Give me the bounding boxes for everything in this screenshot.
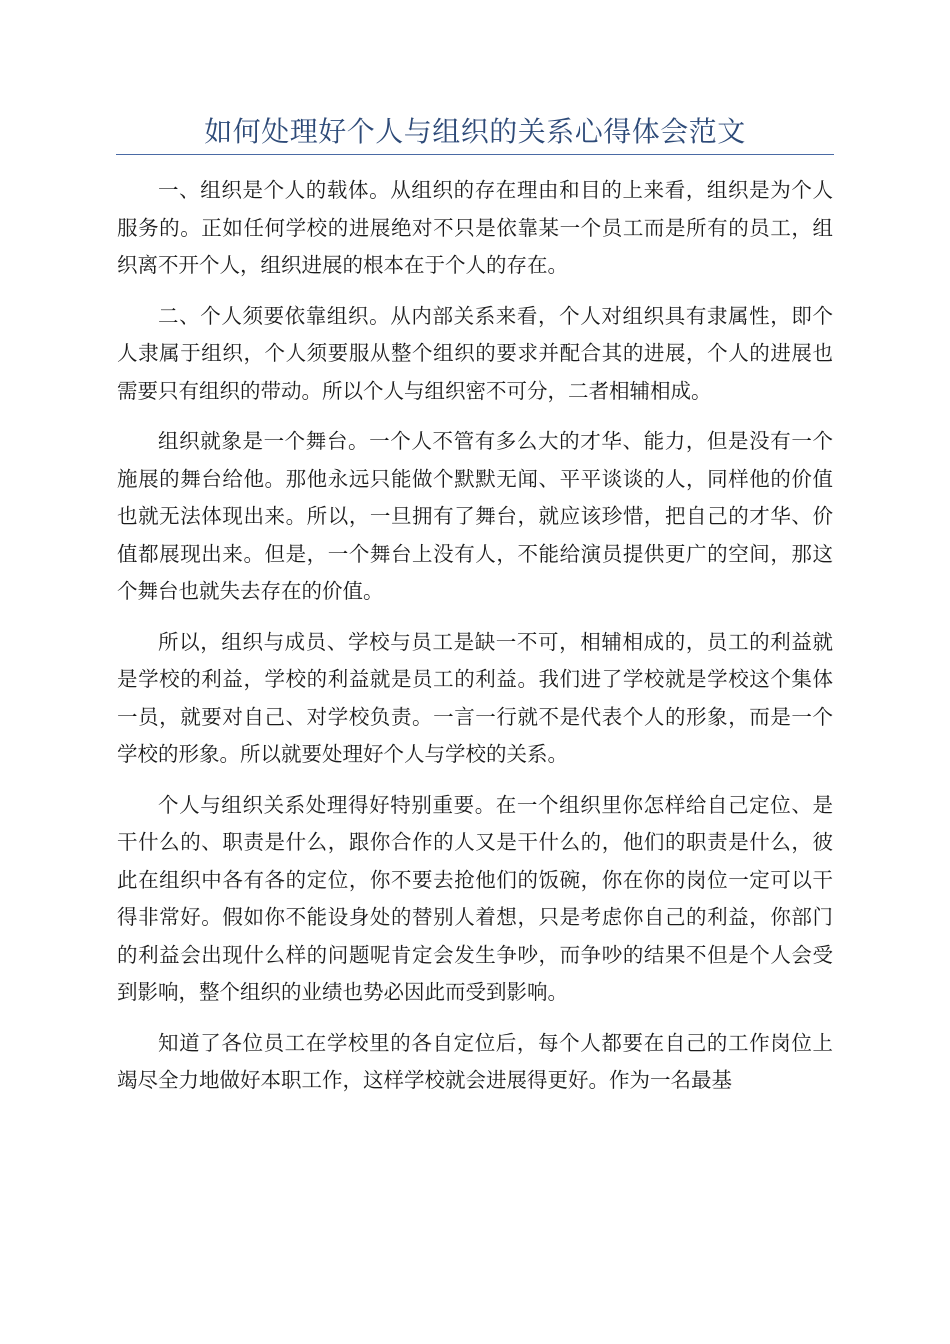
paragraph-5: 个人与组织关系处理得好特别重要。在一个组织里你怎样给自己定位、是干什么的、职责是什么，跟你合作的人又是干什么的，他们的职责是什么，彼此在组织中各有各的定位，你不要去抢他们的饭碗，你在你的岗位一定可以干得非常好。假如你不能设身处的替别人着想，只是考虑你自己的利益，你部门的利益会出现什么样的问题呢肯定会发生争吵，而争吵的结果不但是个人会受到影响，整个组织的业绩也势必因此而受到影响。 bbox=[117, 792, 833, 1004]
paragraph-3: 组织就象是一个舞台。一个人不管有多么大的才华、能力，但是没有一个施展的舞台给他。那他永远只能做个默默无闻、平平谈谈的人，同样他的价值也就无法体现出来。所以，一旦拥有了舞台，就应该珍惜，把自己的才华、价值都展现出来。但是，一个舞台上没有人，不能给演员提供更广的空间，那这个舞台也就失去存在的价值。 bbox=[117, 429, 833, 603]
paragraph-1: 一、组织是个人的载体。从组织的存在理由和目的上来看，组织是为个人服务的。正如任何学校的进展绝对不只是依靠某一个员工而是所有的员工，组织离不开个人，组织进展的根本在于个人的存在。 bbox=[117, 178, 833, 277]
document-body bbox=[117, 172, 833, 1113]
paragraph-6: 知道了各位员工在学校里的各自定位后，每个人都要在自己的工作岗位上竭尽全力地做好本职工作，这样学校就会进展得更好。作为一名最基 bbox=[117, 1030, 833, 1092]
document-title: 如何处理好个人与组织的关系心得体会范文 bbox=[204, 115, 746, 148]
title-underline bbox=[116, 154, 834, 155]
paragraph-2: 二、个人须要依靠组织。从内部关系来看，个人对组织具有隶属性，即个人隶属于组织，个人须要服从整个组织的要求并配合其的进展，个人的进展也需要只有组织的带动。所以个人与组织密不可分，二者相辅相成。 bbox=[117, 303, 833, 403]
paragraph-4: 所以，组织与成员、学校与员工是缺一不可，相辅相成的，员工的利益就是学校的利益，学校的利益就是员工的利益。我们进了学校就是学校这个集体一员，就要对自己、对学校负责。一言一行就不是代表个人的形象，而是一个学校的形象。所以就要处理好个人与学校的关系。 bbox=[117, 629, 833, 766]
